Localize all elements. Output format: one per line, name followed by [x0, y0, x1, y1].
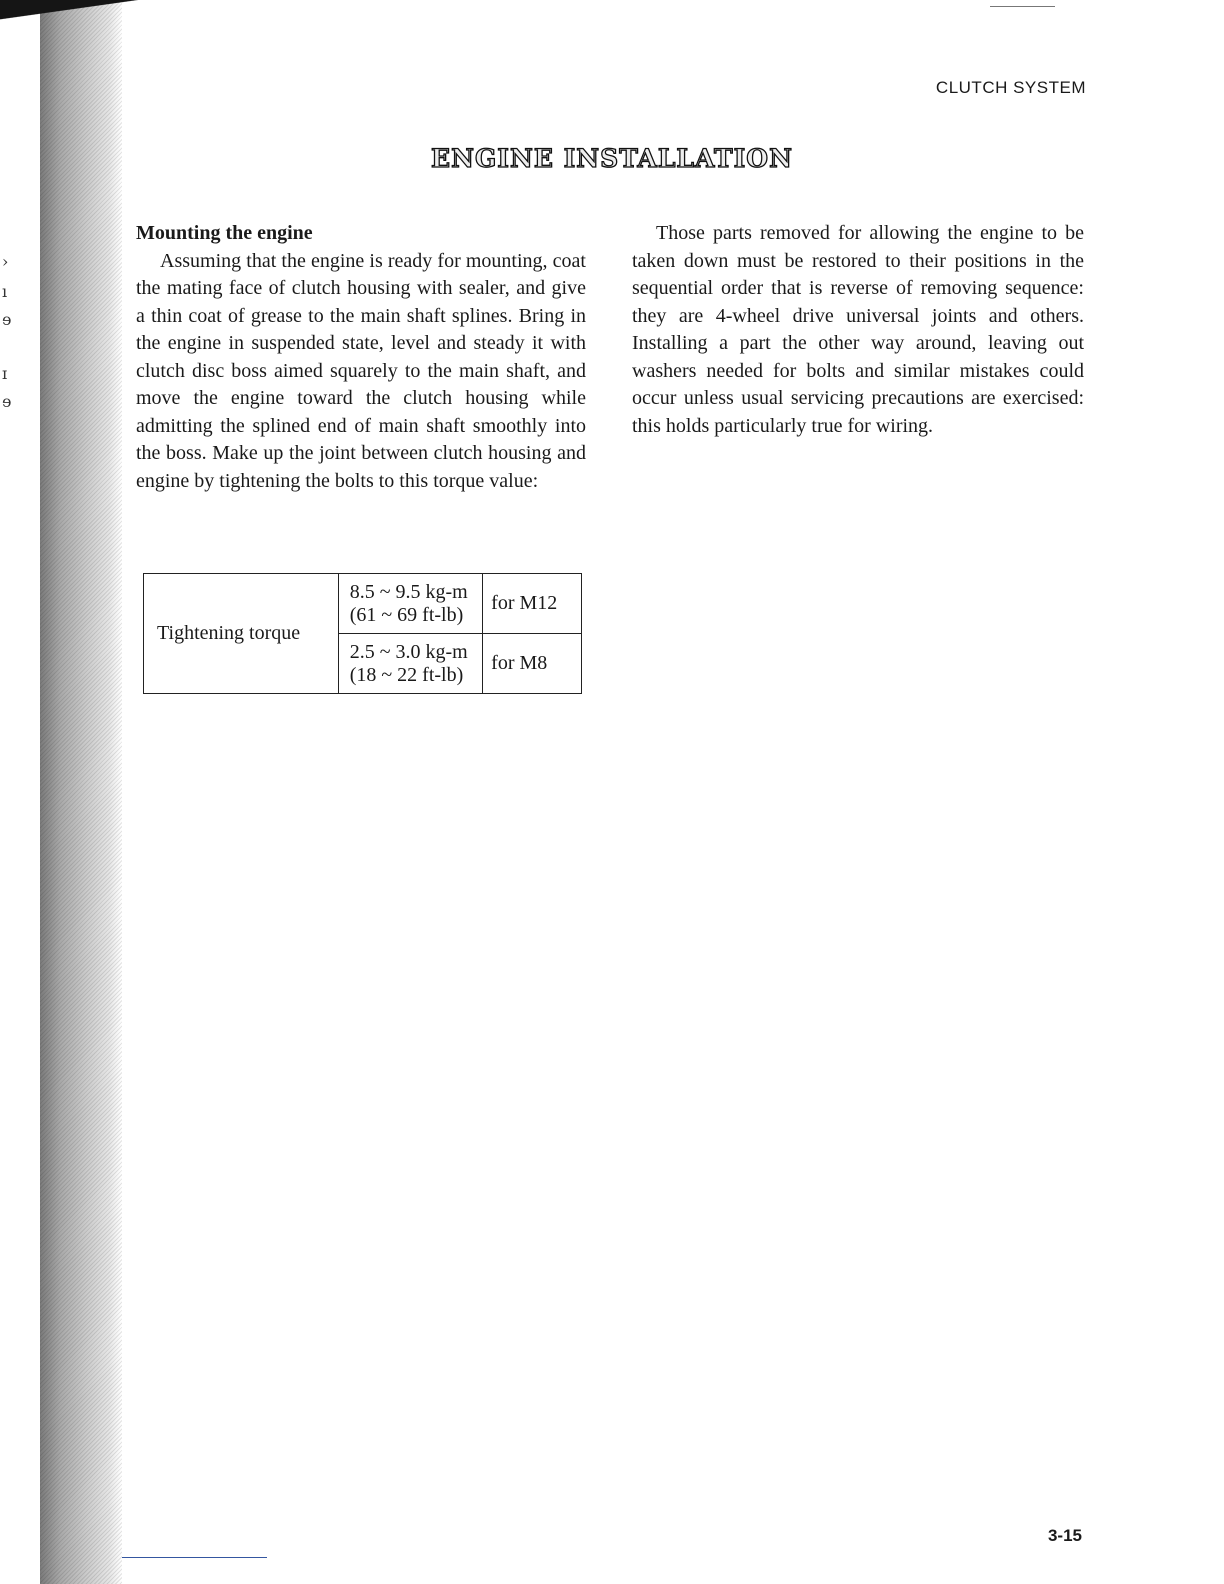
facing-page-artifact: › — [2, 252, 9, 271]
book-spine-shadow — [40, 0, 122, 1584]
bolt-size: for M8 — [483, 634, 582, 694]
page-title: ENGINE INSTALLATION — [431, 144, 793, 173]
left-column — [136, 220, 586, 495]
facing-page-artifact: ɘ — [2, 310, 12, 329]
facing-page-artifact: ı — [2, 282, 8, 301]
torque-imperial: (61 ~ 69 ft-lb) — [349, 603, 464, 626]
bolt-size: for M12 — [483, 574, 582, 634]
instructions-paragraph: Assuming that the engine is ready for mounting, coat the mating face of clutch housing with sealer, and give a thin coat of grease to the main shaft splines. Bring in the engine in suspended state, level and steady it with clutch disc boss aimed squarely to the main shaft, and move the engine toward the clutch housing while admitting the splined end of main shaft smoothly into the boss. Make up the joint between clutch housing and engine by tightening the bolts to this torque value: — [136, 249, 586, 492]
top-rule-line — [990, 6, 1055, 7]
subheading: Mounting the engine — [136, 222, 313, 244]
torque-value-cell — [338, 574, 482, 634]
bottom-rule-line — [122, 1557, 267, 1558]
right-column — [632, 220, 1084, 440]
torque-metric: 2.5 ~ 3.0 kg-m — [349, 640, 468, 663]
torque-value-cell — [338, 634, 482, 694]
facing-page-artifact: ɘ — [2, 392, 12, 411]
spine-corner-shadow — [0, 0, 210, 34]
torque-imperial: (18 ~ 22 ft-lb) — [349, 663, 464, 686]
page-number: 3-15 — [1047, 1526, 1082, 1545]
torque-metric: 8.5 ~ 9.5 kg-m — [349, 580, 468, 603]
reassembly-paragraph: Those parts removed for allowing the engine to be taken down must be restored to their positions in the sequential order that is reverse of removing sequence: they are 4-wheel drive universal joints and others. Installing a part the other way around, leaving out washers needed for bolts and similar mistakes could occur unless usual servicing precautions are exercised: this holds particularly true for wiring. — [632, 222, 1084, 437]
torque-row — [144, 574, 582, 634]
torque-table — [143, 573, 582, 694]
section-header: CLUTCH SYSTEM — [935, 78, 1086, 97]
torque-label: Tightening torque — [144, 574, 339, 694]
facing-page-artifact: ɪ — [2, 364, 8, 383]
